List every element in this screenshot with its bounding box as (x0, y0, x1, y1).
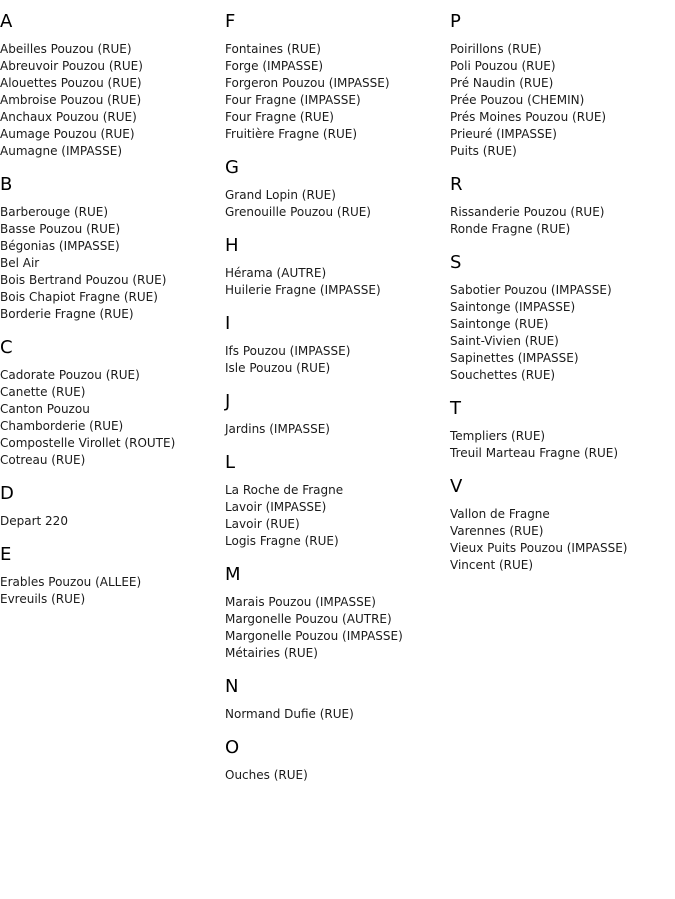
letter-heading: M (225, 564, 241, 585)
street-link[interactable]: Margonelle Pouzou (AUTRE) (225, 612, 392, 626)
letter-group (0, 11, 225, 160)
street-link[interactable]: La Roche de Fragne (225, 483, 344, 497)
street-link[interactable]: Cadorate Pouzou (RUE) (0, 368, 140, 382)
street-link[interactable]: Logis Fragne (RUE) (225, 534, 339, 548)
street-link[interactable]: Vincent (RUE) (450, 558, 534, 572)
street-link[interactable]: Saintonge (RUE) (450, 317, 549, 331)
street-link[interactable]: Prés Moines Pouzou (RUE) (450, 110, 607, 124)
street-list (225, 343, 450, 377)
street-link[interactable]: Prée Pouzou (CHEMIN) (450, 93, 585, 107)
street-list (225, 482, 450, 550)
street-link[interactable]: Poli Pouzou (RUE) (450, 59, 556, 73)
letter-heading: P (450, 11, 461, 32)
street-link[interactable]: Grenouille Pouzou (RUE) (225, 205, 371, 219)
street-link[interactable]: Ronde Fragne (RUE) (450, 222, 571, 236)
letter-group (225, 452, 450, 550)
street-link[interactable]: Ifs Pouzou (IMPASSE) (225, 344, 351, 358)
street-link[interactable]: Lavoir (IMPASSE) (225, 500, 327, 514)
letter-heading: F (225, 11, 236, 32)
letter-heading: S (450, 252, 462, 273)
letter-group (0, 337, 225, 469)
letter-group (225, 737, 450, 784)
street-list (450, 282, 675, 384)
letter-heading: A (0, 11, 13, 32)
street-link[interactable]: Treuil Marteau Fragne (RUE) (450, 446, 619, 460)
street-link[interactable]: Abeilles Pouzou (RUE) (0, 42, 132, 56)
street-link[interactable]: Huilerie Fragne (IMPASSE) (225, 283, 381, 297)
street-link[interactable]: Isle Pouzou (RUE) (225, 361, 331, 375)
street-link[interactable]: Prieuré (IMPASSE) (450, 127, 557, 141)
street-link[interactable]: Souchettes (RUE) (450, 368, 556, 382)
street-link[interactable]: Ambroise Pouzou (RUE) (0, 93, 142, 107)
letter-heading: L (225, 452, 236, 473)
street-link[interactable]: Abreuvoir Pouzou (RUE) (0, 59, 143, 73)
street-link[interactable]: Four Fragne (RUE) (225, 110, 334, 124)
street-link[interactable]: Normand Dufie (RUE) (225, 707, 354, 721)
street-link[interactable]: Lavoir (RUE) (225, 517, 300, 531)
street-list (225, 41, 450, 143)
street-link[interactable]: Alouettes Pouzou (RUE) (0, 76, 142, 90)
street-link[interactable]: Pré Naudin (RUE) (450, 76, 554, 90)
street-link[interactable]: Bois Bertrand Pouzou (RUE) (0, 273, 167, 287)
street-list (450, 204, 675, 238)
street-link[interactable]: Jardins (IMPASSE) (225, 422, 330, 436)
street-link[interactable]: Poirillons (RUE) (450, 42, 542, 56)
street-list (450, 428, 675, 462)
street-link[interactable]: Hérama (AUTRE) (225, 266, 327, 280)
letter-group (225, 676, 450, 723)
street-list (225, 706, 450, 723)
street-link[interactable]: Aumagne (IMPASSE) (0, 144, 123, 158)
street-link[interactable]: Marais Pouzou (IMPASSE) (225, 595, 376, 609)
street-link[interactable]: Fruitière Fragne (RUE) (225, 127, 357, 141)
letter-heading: R (450, 174, 463, 195)
letter-heading: V (450, 476, 463, 497)
letter-group (225, 391, 450, 438)
letter-group (0, 174, 225, 323)
street-link[interactable]: Bois Chapiot Fragne (RUE) (0, 290, 158, 304)
street-link[interactable]: Varennes (RUE) (450, 524, 544, 538)
letter-group (450, 476, 675, 574)
street-list (225, 265, 450, 299)
letter-group (225, 313, 450, 377)
street-link[interactable]: Basse Pouzou (RUE) (0, 222, 121, 236)
street-link[interactable]: Cotreau (RUE) (0, 453, 86, 467)
letter-heading: D (0, 483, 14, 504)
street-link[interactable]: Bel Air (0, 256, 40, 270)
street-list (225, 187, 450, 221)
street-link[interactable]: Templiers (RUE) (450, 429, 546, 443)
street-link[interactable]: Four Fragne (IMPASSE) (225, 93, 361, 107)
street-list (0, 367, 225, 469)
letter-group (225, 564, 450, 662)
street-list (0, 513, 225, 530)
street-link[interactable]: Sabotier Pouzou (IMPASSE) (450, 283, 612, 297)
street-link[interactable]: Margonelle Pouzou (IMPASSE) (225, 629, 403, 643)
street-list (225, 421, 450, 438)
street-link[interactable]: Canette (RUE) (0, 385, 86, 399)
street-link[interactable]: Grand Lopin (RUE) (225, 188, 336, 202)
street-link[interactable]: Saint-Vivien (RUE) (450, 334, 559, 348)
street-link[interactable]: Compostelle Virollet (ROUTE) (0, 436, 176, 450)
street-link[interactable]: Bégonias (IMPASSE) (0, 239, 120, 253)
letter-heading: G (225, 157, 239, 178)
street-link[interactable]: Forgeron Pouzou (IMPASSE) (225, 76, 390, 90)
street-column (225, 11, 450, 798)
letter-heading: B (0, 174, 13, 195)
letter-heading: C (0, 337, 13, 358)
street-link[interactable]: Ouches (RUE) (225, 768, 308, 782)
street-link[interactable]: Vieux Puits Pouzou (IMPASSE) (450, 541, 628, 555)
street-list (225, 767, 450, 784)
street-link[interactable]: Borderie Fragne (RUE) (0, 307, 134, 321)
street-list (225, 594, 450, 662)
letter-group (0, 544, 225, 608)
street-list (450, 506, 675, 574)
street-link[interactable]: Fontaines (RUE) (225, 42, 321, 56)
street-link[interactable]: Aumage Pouzou (RUE) (0, 127, 135, 141)
street-link[interactable]: Barberouge (RUE) (0, 205, 109, 219)
letter-group (450, 398, 675, 462)
letter-group (450, 11, 675, 160)
letter-heading: E (0, 544, 12, 565)
street-link[interactable]: Saintonge (IMPASSE) (450, 300, 576, 314)
street-list (450, 41, 675, 160)
street-column (450, 11, 675, 588)
letter-heading: N (225, 676, 239, 697)
street-link[interactable]: Vallon de Fragne (450, 507, 550, 521)
letter-heading: T (450, 398, 461, 419)
letter-heading: H (225, 235, 239, 256)
street-link[interactable]: Depart 220 (0, 514, 68, 528)
street-link[interactable]: Erables Pouzou (ALLEE) (0, 575, 142, 589)
street-link[interactable]: Canton Pouzou (0, 402, 90, 416)
street-link[interactable]: Evreuils (RUE) (0, 592, 86, 606)
letter-group (450, 252, 675, 384)
street-link[interactable]: Métairies (RUE) (225, 646, 318, 660)
letter-group (0, 483, 225, 530)
street-list (0, 574, 225, 608)
street-link[interactable]: Forge (IMPASSE) (225, 59, 324, 73)
street-link[interactable]: Puits (RUE) (450, 144, 517, 158)
street-link[interactable]: Chamborderie (RUE) (0, 419, 124, 433)
street-link[interactable]: Rissanderie Pouzou (RUE) (450, 205, 605, 219)
street-list (0, 204, 225, 323)
letter-heading: J (225, 391, 231, 412)
street-link[interactable]: Anchaux Pouzou (RUE) (0, 110, 137, 124)
letter-group (225, 235, 450, 299)
letter-heading: I (225, 313, 231, 334)
street-column (0, 11, 225, 622)
letter-group (225, 11, 450, 143)
street-list (0, 41, 225, 160)
street-link[interactable]: Sapinettes (IMPASSE) (450, 351, 579, 365)
letter-heading: O (225, 737, 240, 758)
letter-group (450, 174, 675, 238)
letter-group (225, 157, 450, 221)
